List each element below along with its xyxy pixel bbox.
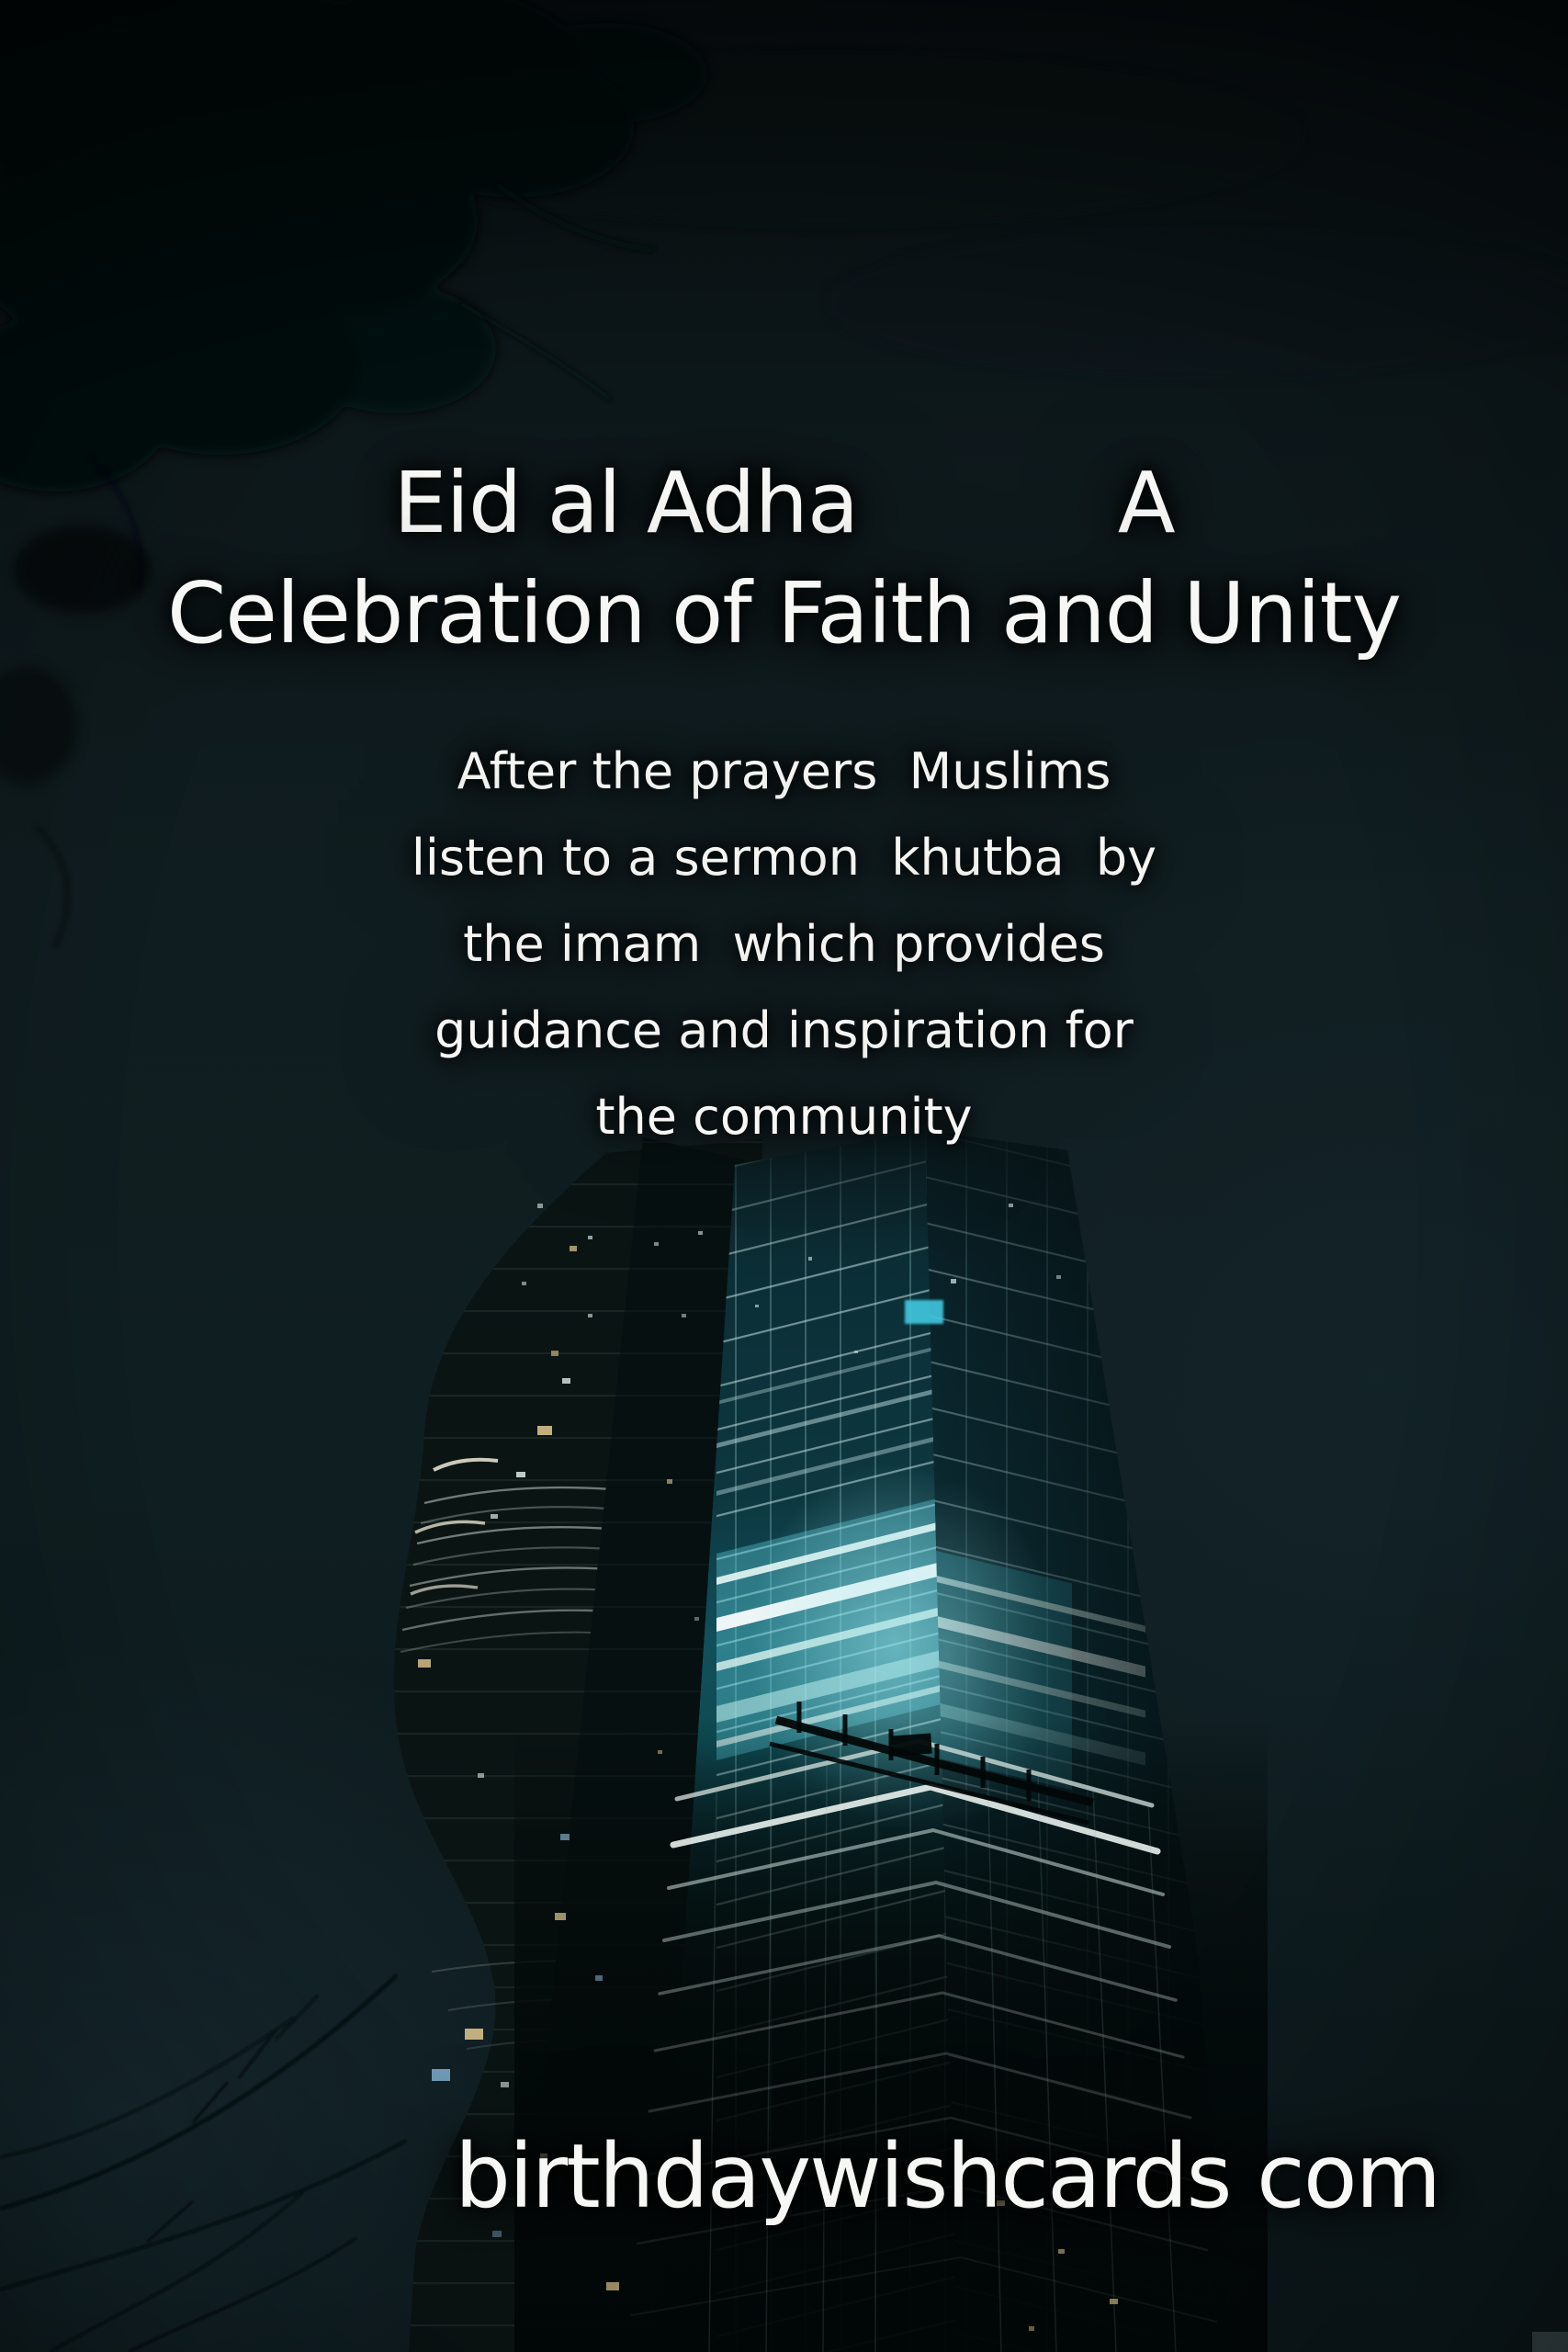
title-line-2: Celebration of Faith and Unity	[166, 564, 1402, 662]
card-title	[0, 448, 1568, 669]
message-line: After the prayers Muslims	[457, 742, 1111, 800]
card-message	[0, 729, 1568, 1160]
message-line: the imam which provides	[463, 915, 1105, 973]
message-line: the community	[595, 1088, 973, 1146]
title-line-1: Eid al Adha A	[393, 454, 1175, 552]
message-line: listen to a sermon khutba by	[411, 829, 1157, 887]
watermark-text: birthdaywishcards com	[455, 2125, 1440, 2228]
message-line: guidance and inspiration for	[434, 1001, 1134, 1059]
